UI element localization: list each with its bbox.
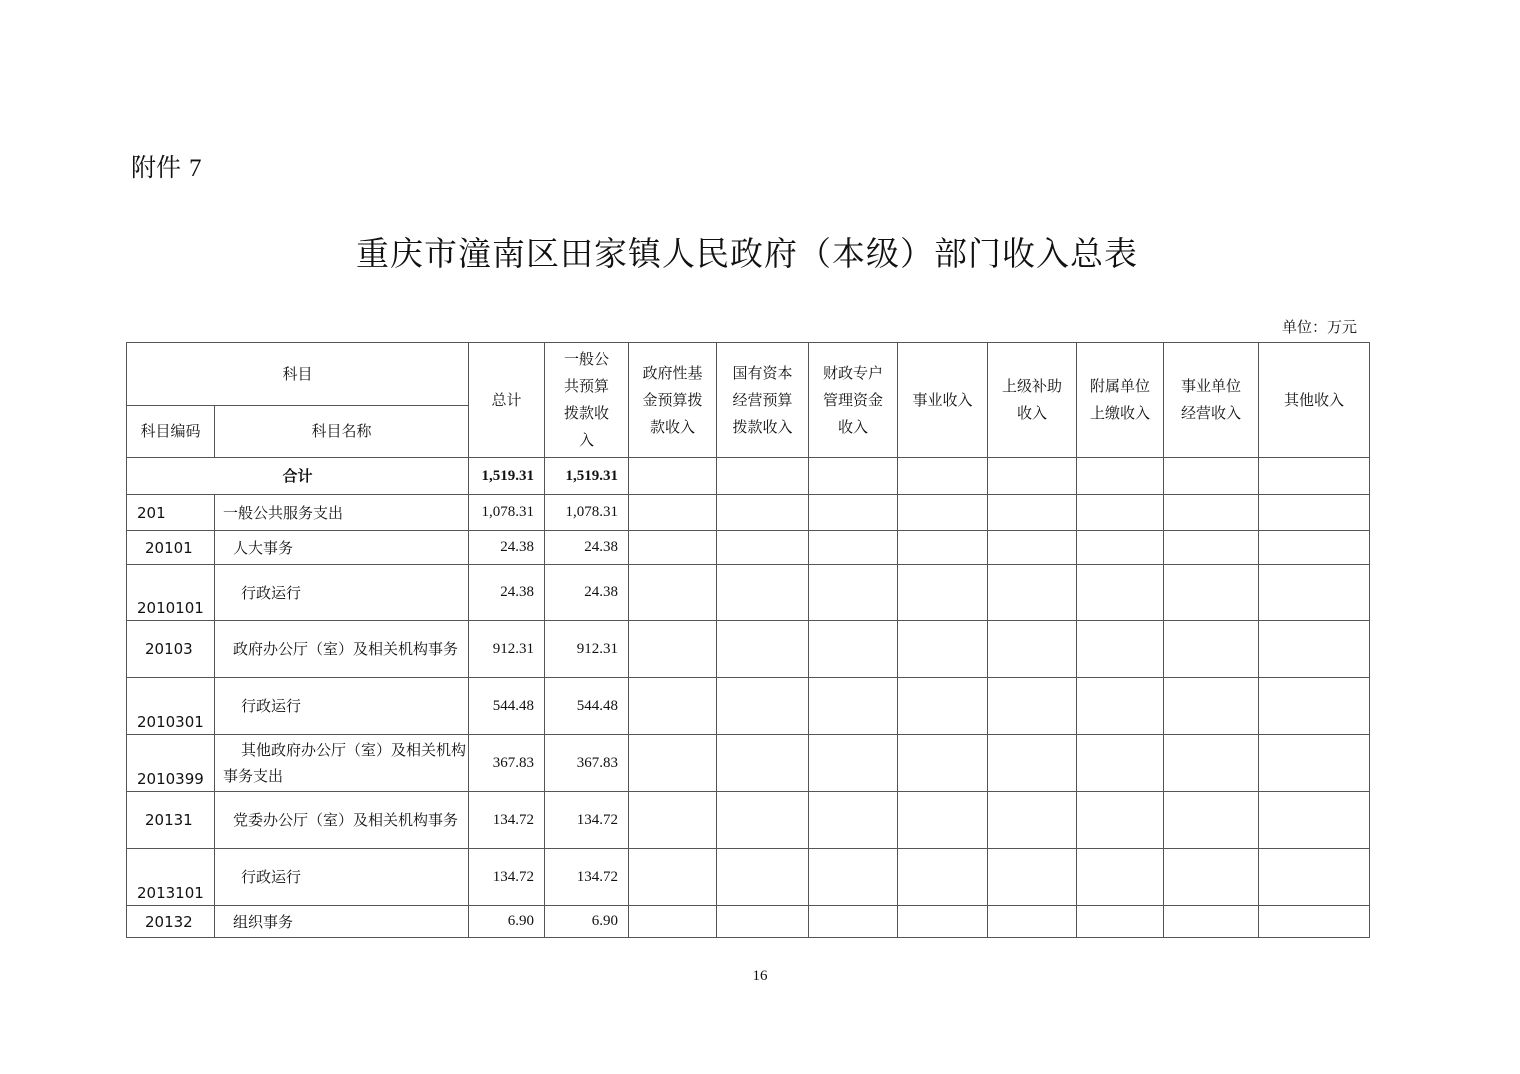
table-row bbox=[127, 906, 1370, 938]
table-row bbox=[127, 792, 1370, 849]
table-row bbox=[127, 495, 1370, 531]
row-general-budget: 134.72 bbox=[545, 792, 629, 849]
row-code: 2010101 bbox=[127, 565, 215, 621]
row-code: 2010301 bbox=[127, 678, 215, 735]
header-superior-subsidy: 上级补助收入 bbox=[988, 343, 1077, 458]
header-row-1 bbox=[127, 343, 1370, 406]
row-code: 20132 bbox=[127, 906, 215, 938]
table-row bbox=[127, 678, 1370, 735]
table-row bbox=[127, 531, 1370, 565]
row-total: 544.48 bbox=[469, 678, 545, 735]
total-label: 合计 bbox=[127, 458, 469, 495]
row-name: 其他政府办公厅（室）及相关机构事务支出 bbox=[215, 735, 469, 792]
header-business-operation: 事业单位经营收入 bbox=[1164, 343, 1259, 458]
page-number: 16 bbox=[752, 968, 768, 984]
attachment-label: 附件 7 bbox=[131, 153, 202, 182]
header-gov-fund: 政府性基金预算拨款收入 bbox=[629, 343, 717, 458]
table-row bbox=[127, 849, 1370, 906]
header-special-fund: 财政专户管理资金收入 bbox=[809, 343, 898, 458]
header-general-budget: 一般公共预算拨款收入 bbox=[545, 343, 629, 458]
row-total: 134.72 bbox=[469, 849, 545, 906]
row-general-budget: 6.90 bbox=[545, 906, 629, 938]
row-name: 政府办公厅（室）及相关机构事务 bbox=[215, 621, 469, 678]
row-name: 行政运行 bbox=[215, 678, 469, 735]
row-general-budget: 544.48 bbox=[545, 678, 629, 735]
header-subject: 科目 bbox=[127, 343, 469, 406]
row-code: 20131 bbox=[127, 792, 215, 849]
row-general-budget: 134.72 bbox=[545, 849, 629, 906]
row-general-budget: 367.83 bbox=[545, 735, 629, 792]
row-general-budget: 912.31 bbox=[545, 621, 629, 678]
total-row bbox=[127, 458, 1370, 495]
row-total: 24.38 bbox=[469, 531, 545, 565]
row-total: 134.72 bbox=[469, 792, 545, 849]
row-total: 367.83 bbox=[469, 735, 545, 792]
total-total: 1,519.31 bbox=[469, 458, 545, 495]
row-general-budget: 24.38 bbox=[545, 565, 629, 621]
row-total: 912.31 bbox=[469, 621, 545, 678]
header-business-income: 事业收入 bbox=[898, 343, 988, 458]
row-code: 20103 bbox=[127, 621, 215, 678]
header-other-income: 其他收入 bbox=[1259, 343, 1370, 458]
row-general-budget: 24.38 bbox=[545, 531, 629, 565]
unit-label: 单位：万元 bbox=[1281, 318, 1357, 336]
header-name: 科目名称 bbox=[215, 406, 469, 458]
row-name: 行政运行 bbox=[215, 849, 469, 906]
header-code: 科目编码 bbox=[127, 406, 215, 458]
row-name: 人大事务 bbox=[215, 531, 469, 565]
row-name: 行政运行 bbox=[215, 565, 469, 621]
row-code: 2013101 bbox=[127, 849, 215, 906]
row-total: 6.90 bbox=[469, 906, 545, 938]
table-row bbox=[127, 565, 1370, 621]
table-row bbox=[127, 735, 1370, 792]
income-summary-table bbox=[126, 342, 1370, 938]
row-total: 24.38 bbox=[469, 565, 545, 621]
table-row bbox=[127, 621, 1370, 678]
total-general-budget: 1,519.31 bbox=[545, 458, 629, 495]
header-total: 总计 bbox=[469, 343, 545, 458]
row-name: 一般公共服务支出 bbox=[215, 495, 469, 531]
row-code: 20101 bbox=[127, 531, 215, 565]
row-total: 1,078.31 bbox=[469, 495, 545, 531]
header-affiliate-turnover: 附属单位上缴收入 bbox=[1077, 343, 1164, 458]
row-code: 201 bbox=[127, 495, 215, 531]
row-name: 党委办公厅（室）及相关机构事务 bbox=[215, 792, 469, 849]
row-name: 组织事务 bbox=[215, 906, 469, 938]
page-title: 重庆市潼南区田家镇人民政府（本级）部门收入总表 bbox=[356, 234, 1138, 273]
row-code: 2010399 bbox=[127, 735, 215, 792]
header-state-capital: 国有资本经营预算拨款收入 bbox=[717, 343, 809, 458]
row-general-budget: 1,078.31 bbox=[545, 495, 629, 531]
